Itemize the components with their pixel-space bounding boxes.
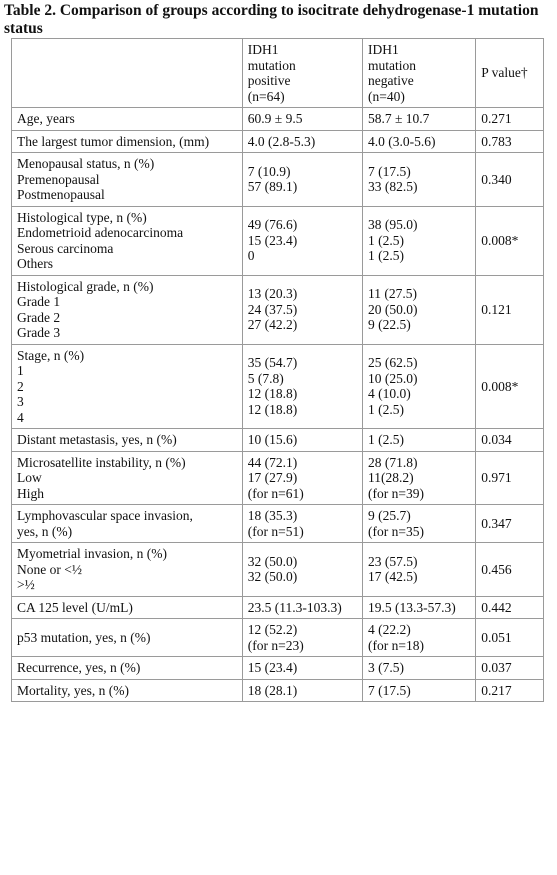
- row-label-cell-line: >½: [17, 577, 35, 592]
- idh1-negative-cell-line: 38 (95.0): [367, 217, 418, 233]
- row-label-cell: [12, 344, 243, 429]
- idh1-negative-cell-line: 25 (62.5): [367, 355, 418, 371]
- row-label-cell: [12, 679, 243, 702]
- row-label-cell-line: Distant metastasis, yes, n (%): [17, 432, 177, 447]
- idh1-negative-cell-line: 1 (2.5): [367, 401, 404, 417]
- row-label-cell-line: None or <½: [17, 561, 82, 577]
- idh1-negative-cell: [362, 657, 475, 680]
- row-label-cell-line: 1: [17, 363, 24, 378]
- idh1-negative-cell-line: (for n=35): [367, 523, 424, 539]
- p-value-cell: 0.456: [476, 543, 544, 597]
- row-label-cell: [12, 275, 243, 344]
- header-line: IDH1: [367, 42, 399, 57]
- row-label-cell-line: Recurrence, yes, n (%): [17, 660, 141, 675]
- idh1-negative-cell-line: 11(28.2): [367, 470, 414, 485]
- idh1-negative-cell-line: 7 (17.5): [367, 682, 411, 698]
- idh1-positive-cell-line: 57 (89.1): [247, 179, 298, 195]
- idh1-positive-cell-line: 24 (37.5): [247, 301, 298, 317]
- idh1-positive-cell-line: 7 (10.9): [247, 163, 291, 179]
- comparison-table: [11, 38, 544, 702]
- p-value-cell: 0.271: [476, 108, 544, 131]
- idh1-negative-cell: [362, 543, 475, 597]
- table-row: [12, 153, 544, 207]
- idh1-negative-cell: [362, 596, 475, 619]
- idh1-negative-cell: [362, 153, 475, 207]
- idh1-positive-cell-line: 35 (54.7): [247, 355, 298, 371]
- row-label-cell: [12, 206, 243, 275]
- idh1-positive-cell-line: 4.0 (2.8-5.3): [247, 133, 316, 149]
- idh1-positive-cell-line: 15 (23.4): [247, 660, 298, 675]
- row-label-cell-line: yes, n (%): [17, 523, 73, 539]
- header-empty-cell: [12, 39, 243, 108]
- header-line: negative: [367, 73, 414, 88]
- idh1-positive-cell-line: 60.9 ± 9.5: [247, 111, 303, 126]
- row-label-cell-line: 2: [17, 378, 24, 394]
- idh1-negative-cell: [362, 108, 475, 131]
- table-row: [12, 505, 544, 543]
- table-row: [12, 619, 544, 657]
- idh1-positive-cell: [242, 596, 362, 619]
- idh1-negative-cell-line: 4.0 (3.0-5.6): [367, 133, 436, 149]
- p-value-cell: 0.347: [476, 505, 544, 543]
- header-line: IDH1: [247, 42, 279, 57]
- idh1-negative-cell-line: 1 (2.5): [367, 232, 404, 248]
- idh1-positive-cell-line: 15 (23.4): [247, 232, 298, 248]
- row-label-cell: [12, 451, 243, 505]
- idh1-positive-cell: [242, 543, 362, 597]
- row-label-cell-line: Microsatellite instability, n (%): [17, 454, 186, 470]
- table-row: [12, 451, 544, 505]
- idh1-negative-cell-line: 1 (2.5): [367, 432, 404, 447]
- idh1-negative-cell-line: 4 (10.0): [367, 386, 411, 402]
- p-value-cell: 0.121: [476, 275, 544, 344]
- idh1-positive-cell-line: (for n=23): [247, 637, 304, 653]
- idh1-negative-cell-line: 9 (25.7): [367, 508, 411, 523]
- table-row: [12, 657, 544, 680]
- p-value-cell: 0.217: [476, 679, 544, 702]
- idh1-positive-cell-line: 18 (28.1): [247, 682, 298, 698]
- idh1-negative-cell-line: 19.5 (13.3-57.3): [367, 599, 456, 615]
- idh1-positive-cell-line: 12 (18.8): [247, 401, 298, 417]
- idh1-positive-cell-line: 0: [247, 248, 255, 264]
- table-row: [12, 275, 544, 344]
- header-line: positive: [247, 73, 291, 88]
- idh1-negative-cell: [362, 505, 475, 543]
- idh1-negative-cell-line: 7 (17.5): [367, 163, 411, 179]
- header-line: (n=64): [247, 88, 285, 104]
- row-label-cell-line: Histological grade, n (%): [17, 278, 154, 294]
- row-label-cell: [12, 596, 243, 619]
- row-label-cell-line: Grade 3: [17, 325, 61, 340]
- row-label-cell: [12, 429, 243, 452]
- idh1-negative-cell-line: 28 (71.8): [367, 454, 418, 470]
- idh1-positive-cell-line: 23.5 (11.3-103.3): [247, 599, 342, 615]
- row-label-cell-line: Stage, n (%): [17, 347, 85, 363]
- idh1-positive-cell: [242, 451, 362, 505]
- idh1-negative-cell-line: 10 (25.0): [367, 370, 418, 386]
- table-row: [12, 108, 544, 131]
- table-row: [12, 679, 544, 702]
- header-line: mutation: [247, 57, 296, 73]
- table-row: [12, 344, 544, 429]
- idh1-positive-cell-line: 32 (50.0): [247, 553, 298, 569]
- p-value-cell: 0.008*: [476, 206, 544, 275]
- idh1-negative-cell: [362, 130, 475, 153]
- idh1-negative-cell-line: (for n=18): [367, 637, 424, 653]
- table-row: [12, 429, 544, 452]
- idh1-negative-cell-line: 33 (82.5): [367, 179, 418, 195]
- table-row: [12, 130, 544, 153]
- idh1-positive-cell-line: 17 (27.9): [247, 470, 298, 485]
- row-label-cell-line: Grade 1: [17, 294, 61, 309]
- idh1-positive-cell-line: 27 (42.2): [247, 317, 298, 333]
- idh1-positive-cell: [242, 344, 362, 429]
- row-label-cell-line: 3: [17, 394, 24, 409]
- idh1-positive-cell-line: 12 (18.8): [247, 386, 298, 402]
- idh1-negative-cell: [362, 429, 475, 452]
- row-label-cell-line: CA 125 level (U/mL): [17, 599, 133, 615]
- idh1-positive-cell: [242, 619, 362, 657]
- idh1-negative-cell-line: 11 (27.5): [367, 286, 417, 302]
- header-idh1-positive: [242, 39, 362, 108]
- row-label-cell-line: p53 mutation, yes, n (%): [17, 629, 151, 645]
- row-label-cell: [12, 543, 243, 597]
- idh1-positive-cell: [242, 429, 362, 452]
- idh1-positive-cell-line: 44 (72.1): [247, 454, 298, 470]
- row-label-cell-line: 4: [17, 409, 24, 425]
- idh1-positive-cell: [242, 679, 362, 702]
- row-label-cell-line: Age, years: [17, 111, 75, 126]
- idh1-positive-cell-line: 32 (50.0): [247, 569, 298, 585]
- row-label-cell-line: Serous carcinoma: [17, 240, 114, 256]
- idh1-positive-cell: [242, 108, 362, 131]
- row-label-cell-line: Histological type, n (%): [17, 209, 147, 225]
- idh1-positive-cell: [242, 206, 362, 275]
- idh1-negative-cell-line: (for n=39): [367, 485, 424, 501]
- idh1-negative-cell-line: 23 (57.5): [367, 553, 418, 569]
- header-p-value: P value†: [476, 39, 544, 108]
- idh1-positive-cell: [242, 275, 362, 344]
- row-label-cell: [12, 108, 243, 131]
- idh1-positive-cell: [242, 505, 362, 543]
- idh1-negative-cell: [362, 619, 475, 657]
- idh1-negative-cell-line: 58.7 ± 10.7: [367, 111, 430, 126]
- row-label-cell-line: Low: [17, 470, 42, 485]
- table-row: [12, 596, 544, 619]
- idh1-negative-cell-line: 17 (42.5): [367, 569, 418, 585]
- idh1-negative-cell-line: 1 (2.5): [367, 248, 404, 264]
- p-value-cell: 0.783: [476, 130, 544, 153]
- idh1-negative-cell: [362, 344, 475, 429]
- p-value-cell: 0.971: [476, 451, 544, 505]
- row-label-cell: [12, 657, 243, 680]
- idh1-positive-cell-line: 18 (35.3): [247, 508, 298, 523]
- header-row: [12, 39, 544, 108]
- header-line: mutation: [367, 57, 416, 73]
- row-label-cell-line: The largest tumor dimension, (mm): [17, 133, 210, 149]
- idh1-positive-cell-line: 49 (76.6): [247, 217, 298, 233]
- row-label-cell-line: Menopausal status, n (%): [17, 156, 155, 171]
- idh1-negative-cell-line: 3 (7.5): [367, 660, 404, 675]
- table-row: [12, 543, 544, 597]
- idh1-negative-cell-line: 20 (50.0): [367, 301, 418, 317]
- idh1-positive-cell-line: (for n=51): [247, 523, 304, 539]
- header-line: (n=40): [367, 88, 405, 104]
- idh1-negative-cell-line: 4 (22.2): [367, 622, 411, 637]
- row-label-cell-line: Myometrial invasion, n (%): [17, 546, 167, 561]
- p-value-cell: 0.442: [476, 596, 544, 619]
- row-label-cell-line: Postmenopausal: [17, 187, 105, 202]
- row-label-cell-line: Mortality, yes, n (%): [17, 682, 129, 698]
- p-value-cell: 0.008*: [476, 344, 544, 429]
- row-label-cell: [12, 505, 243, 543]
- idh1-positive-cell-line: 5 (7.8): [247, 370, 284, 386]
- row-label-cell-line: Grade 2: [17, 309, 61, 325]
- p-value-cell: 0.051: [476, 619, 544, 657]
- header-idh1-negative: [362, 39, 475, 108]
- idh1-negative-cell: [362, 206, 475, 275]
- p-value-cell: 0.037: [476, 657, 544, 680]
- idh1-negative-cell: [362, 275, 475, 344]
- row-label-cell: [12, 153, 243, 207]
- row-label-cell-line: Others: [17, 256, 53, 271]
- row-label-cell: [12, 619, 243, 657]
- idh1-negative-cell: [362, 451, 475, 505]
- table-row: [12, 206, 544, 275]
- idh1-positive-cell-line: (for n=61): [247, 485, 304, 501]
- idh1-positive-cell: [242, 657, 362, 680]
- row-label-cell-line: Premenopausal: [17, 171, 100, 187]
- idh1-positive-cell-line: 12 (52.2): [247, 622, 298, 637]
- row-label-cell-line: High: [17, 485, 44, 501]
- idh1-negative-cell-line: 9 (22.5): [367, 317, 411, 333]
- idh1-positive-cell: [242, 153, 362, 207]
- p-value-cell: 0.340: [476, 153, 544, 207]
- table-title: Table 2. Comparison of groups according to isocitrate dehydrogenase-1 mutation status: [4, 2, 539, 37]
- idh1-positive-cell-line: 13 (20.3): [247, 286, 298, 302]
- row-label-cell: [12, 130, 243, 153]
- idh1-negative-cell: [362, 679, 475, 702]
- idh1-positive-cell: [242, 130, 362, 153]
- p-value-cell: 0.034: [476, 429, 544, 452]
- idh1-positive-cell-line: 10 (15.6): [247, 432, 298, 447]
- row-label-cell-line: Lymphovascular space invasion,: [17, 508, 193, 523]
- row-label-cell-line: Endometrioid adenocarcinoma: [17, 225, 184, 240]
